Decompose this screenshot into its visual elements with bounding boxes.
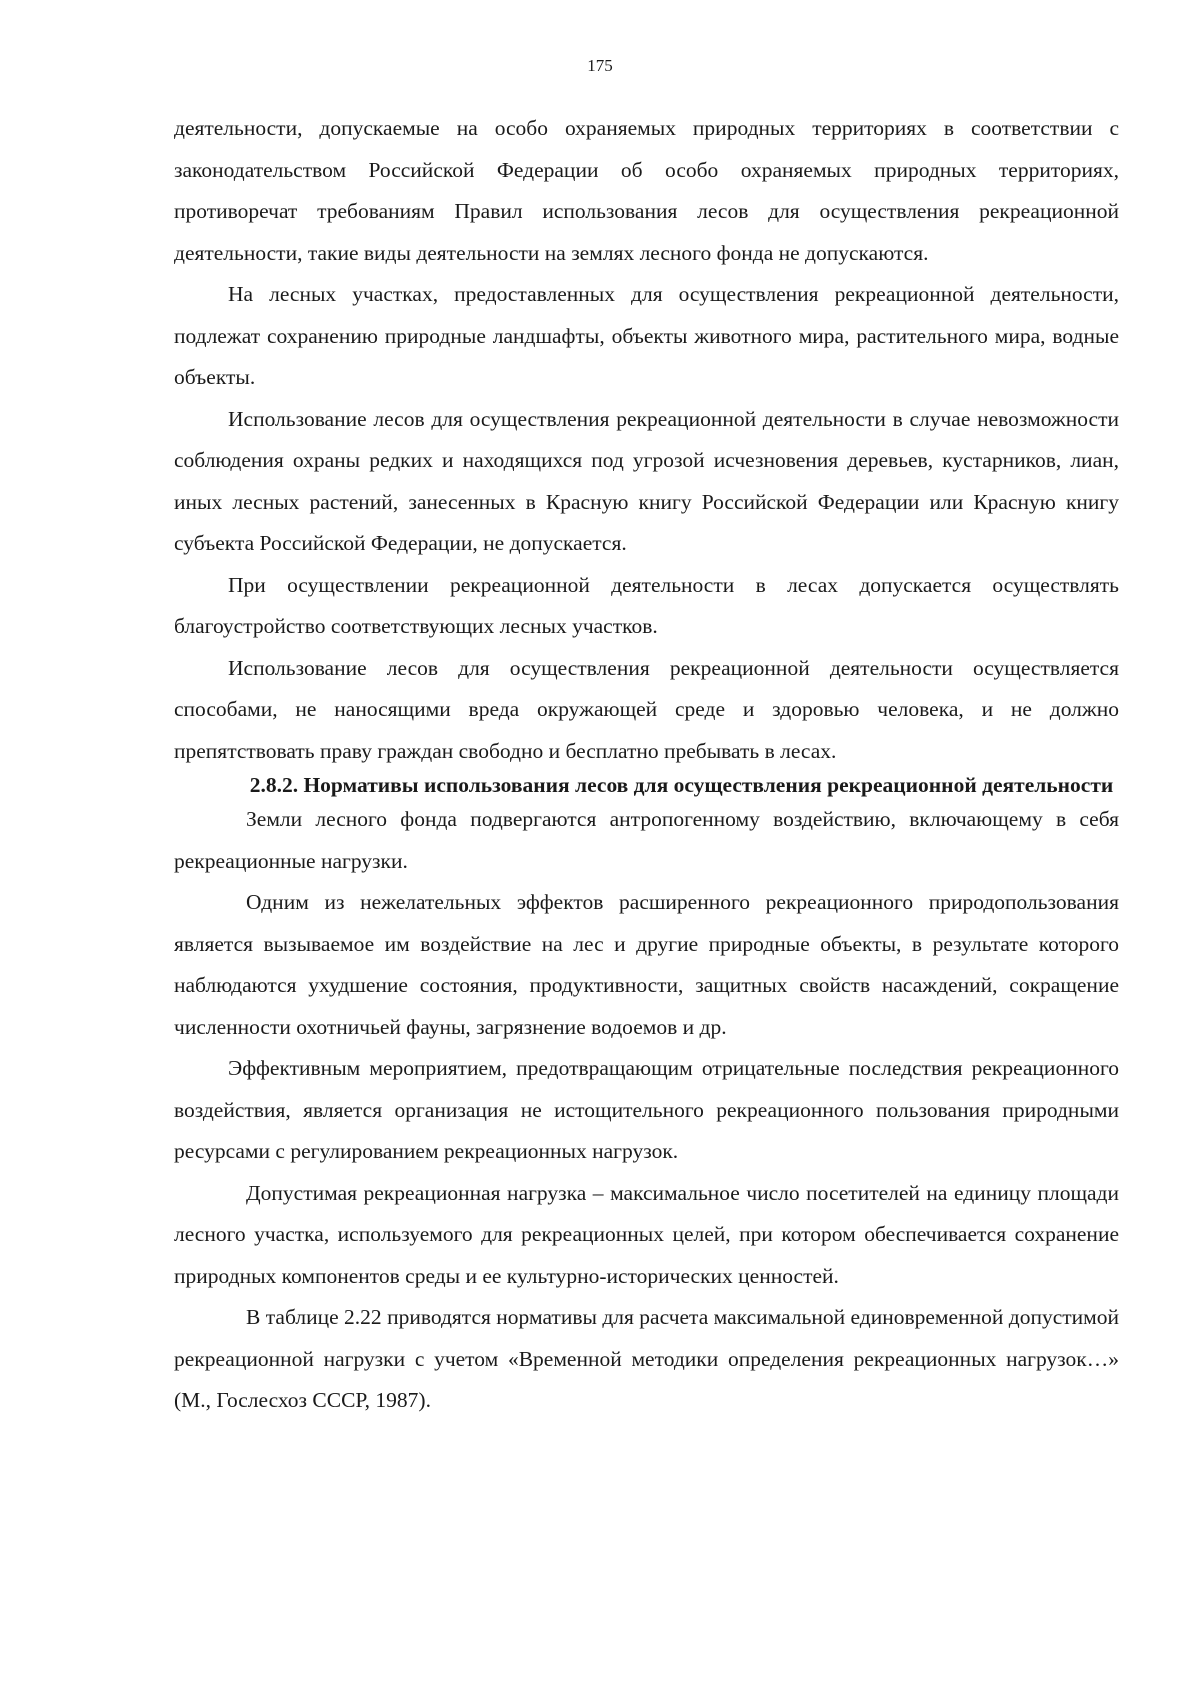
- paragraph: На лесных участках, предоставленных для осуществления рекреационной деятельности, подлежат сохранению природные ландшафты, объекты животного мира, растительного мира, водные объекты.: [174, 282, 1119, 389]
- paragraph: Допустимая рекреационная нагрузка – максимальное число посетителей на единицу площади лесного участка, используемого для рекреационных целей, при котором обеспечивается сохранение природных компонентов среды и ее культурно-исторических ценностей.: [174, 1180, 1119, 1288]
- paragraph: Использование лесов для осуществления рекреационной деятельности осуществляется способами, не наносящими вреда окружающей среде и здоровью человека, и не должно препятствовать праву граждан свободно и бесплатно пребывать в лесах.: [174, 655, 1119, 763]
- paragraph: Использование лесов для осуществления рекреационной деятельности в случае невозможности соблюдения охраны редких и находящихся под угрозой исчезновения деревьев, кустарников, лиан, иных лесных растений, занесенных в Красную книгу Российской Федерации или Красную книгу субъекта Российской Федерации, не допускается.: [174, 406, 1119, 555]
- paragraph: В таблице 2.22 приводятся нормативы для расчета максимальной единовременной допустимой рекреационной нагрузки с учетом «Временной методики определения рекреационных нагрузок…» (М., Гослесхоз СССР, 1987).: [174, 1305, 1119, 1412]
- paragraph: Одним из нежелательных эффектов расширенного рекреационного природопользования является вызываемое им воздействие на лес и другие природные объекты, в результате которого наблюдаются ухудшение состояния, продуктивности, защитных свойств насаждений, сокращение численности охотничьей фауны, загрязнение водоемов и др.: [174, 890, 1119, 1039]
- paragraph-continued: деятельности, допускаемые на особо охраняемых природных территориях в соответствии с законодательством Российской Федерации об особо охраняемых природных территориях, противоречат требованиям Правил использования лесов для осуществления рекреационной деятельности, такие виды деятельности на землях лесного фонда не допускаются.: [174, 116, 1119, 265]
- section-heading: 2.8.2. Нормативы использования лесов для осуществления рекреационной деятельности: [249, 773, 1114, 797]
- page-body: [174, 108, 1119, 1422]
- page-number: 175: [587, 56, 613, 75]
- paragraph: При осуществлении рекреационной деятельности в лесах допускается осуществлять благоустройство соответствующих лесных участков.: [174, 572, 1119, 638]
- paragraph: Земли лесного фонда подвергаются антропогенному воздействию, включающему в себя рекреационные нагрузки.: [174, 807, 1119, 873]
- paragraph: Эффективным мероприятием, предотвращающим отрицательные последствия рекреационного воздействия, является организация не истощительного рекреационного пользования природными ресурсами с регулированием рекреационных нагрузок.: [174, 1056, 1119, 1163]
